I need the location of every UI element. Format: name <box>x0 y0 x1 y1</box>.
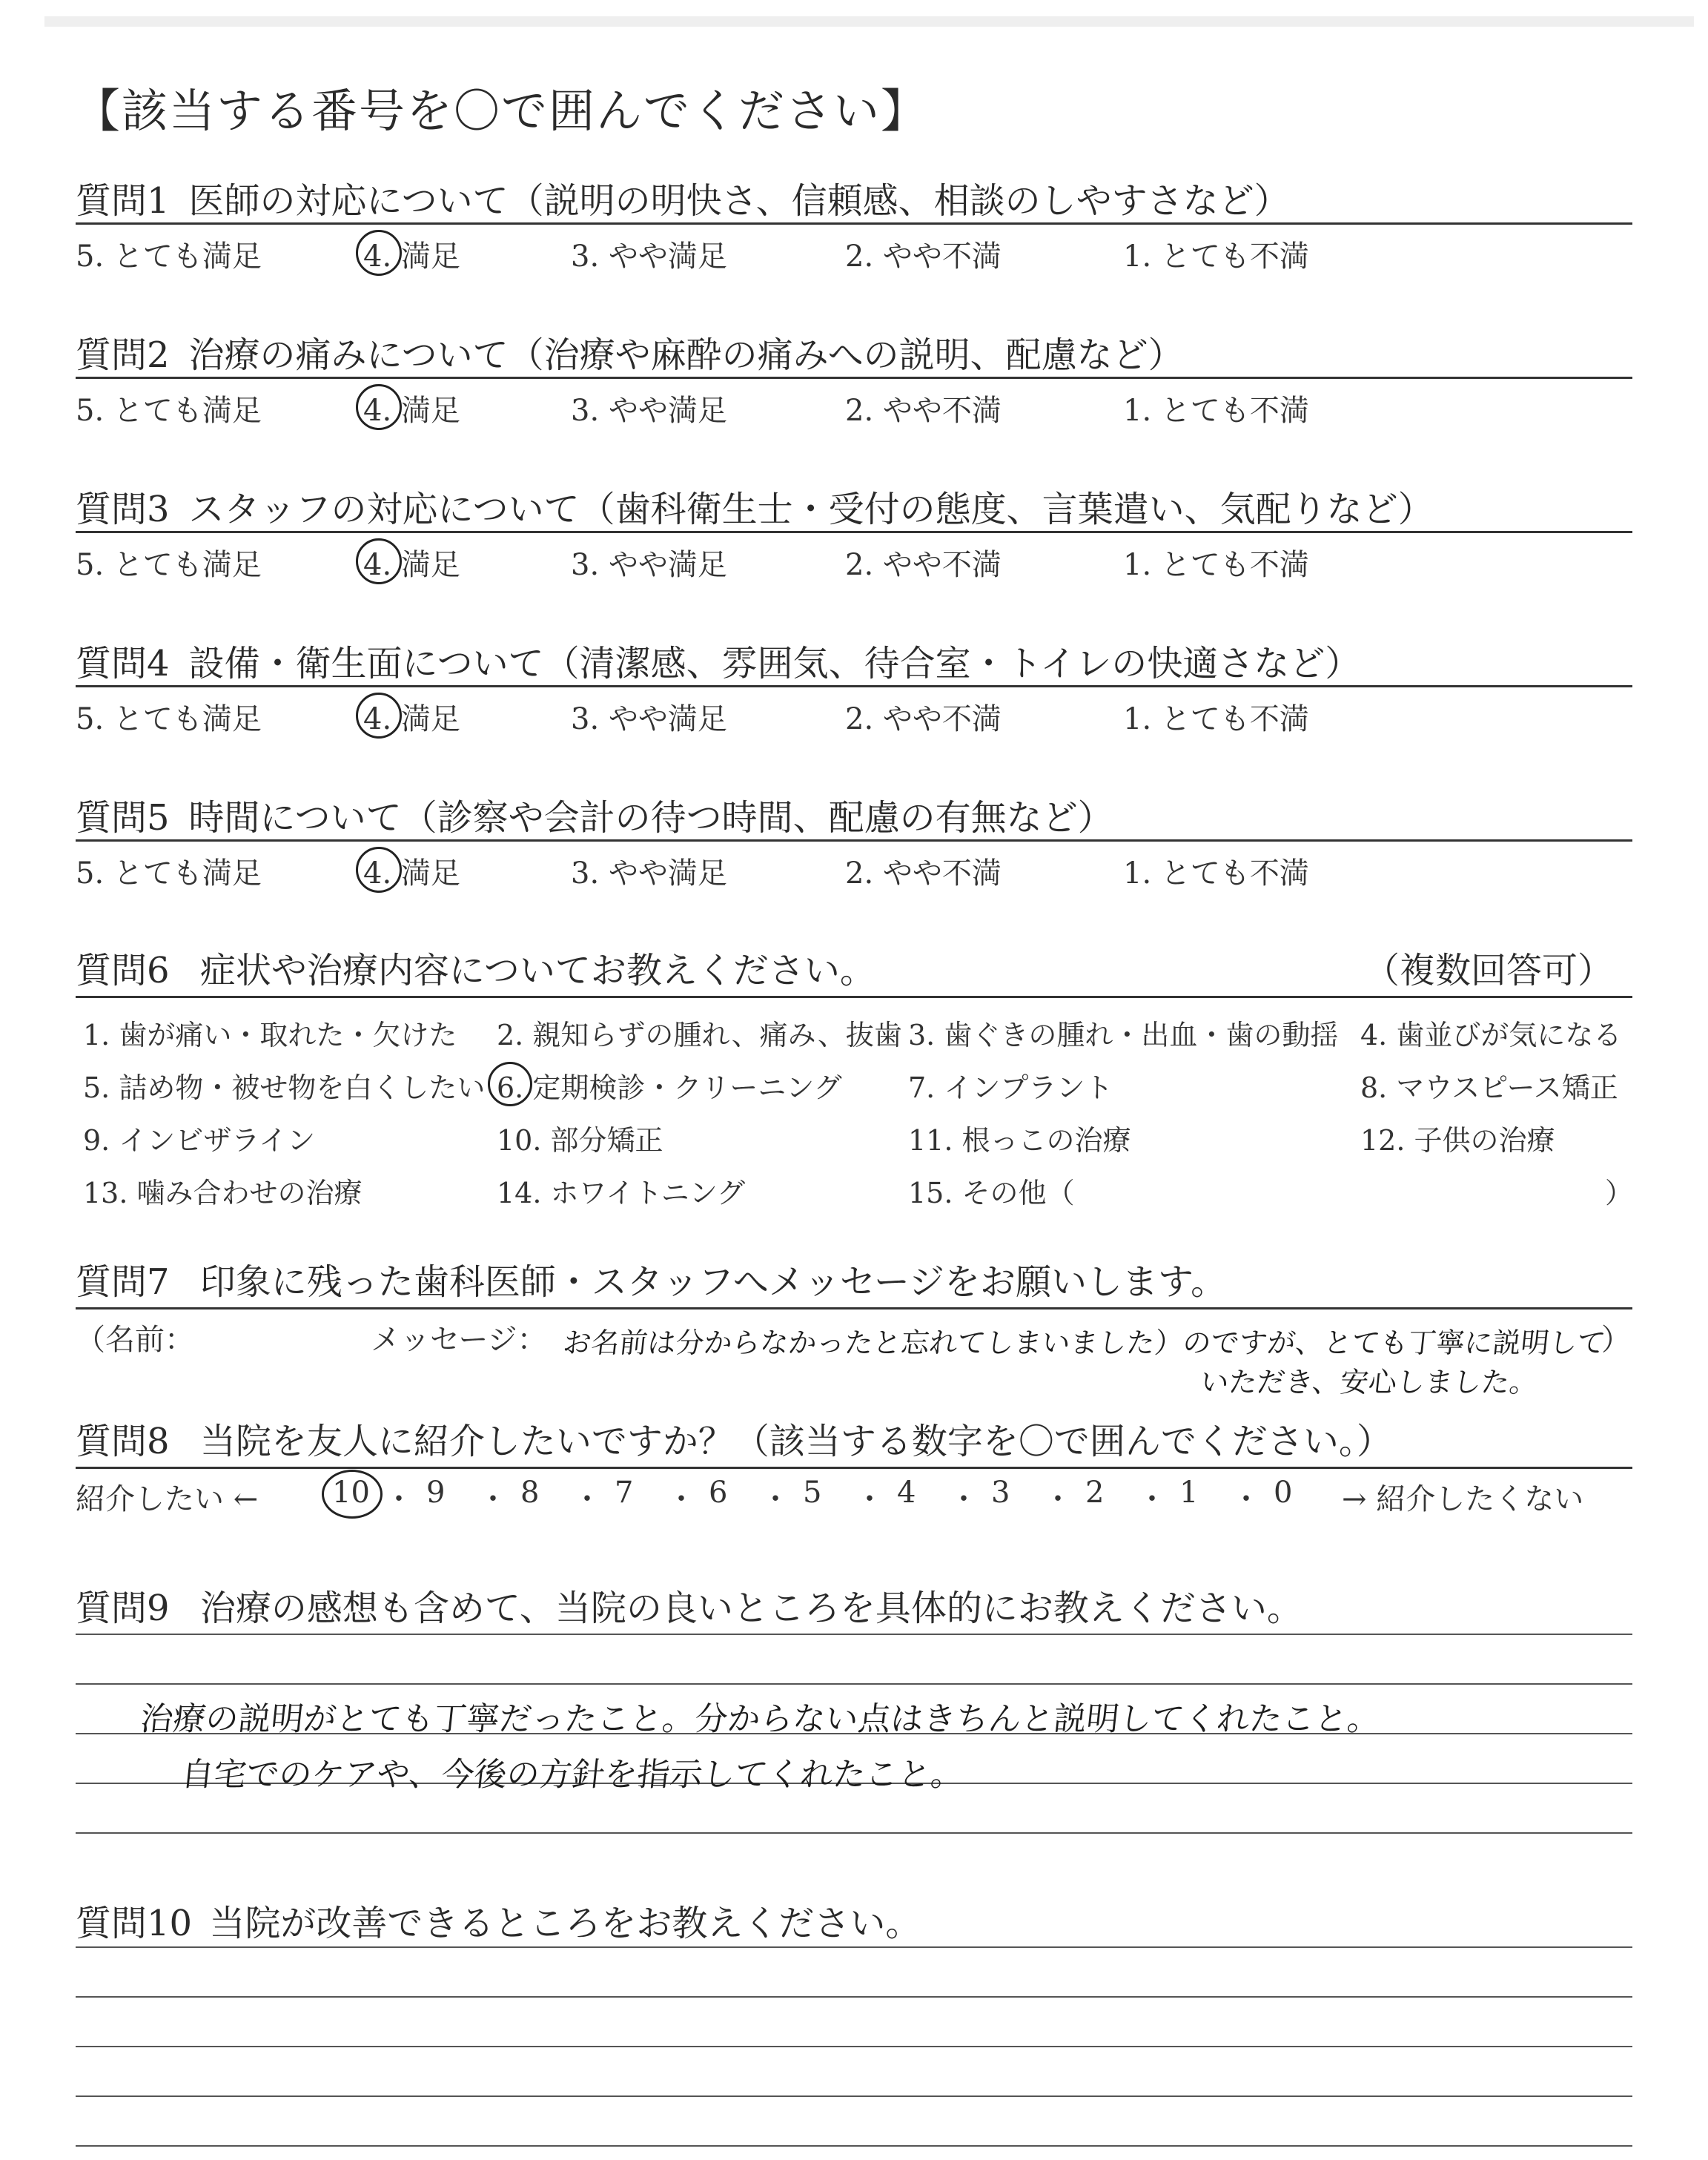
q4-option-1[interactable]: 1. とても不満 <box>1123 702 1309 736</box>
q1-label: 質問1 <box>76 180 170 222</box>
q2-selected-circle <box>356 384 402 430</box>
q9-line-5 <box>76 1832 1632 1834</box>
q10-line-3 <box>76 2046 1632 2047</box>
q8-scale-separator: ・ <box>1137 1482 1167 1516</box>
q2-text: 治療の痛みについて（治療や麻酔の痛みへの説明、配慮など） <box>188 334 1184 376</box>
q6-label: 質問6 <box>76 950 170 991</box>
q7-heading <box>76 1253 1226 1304</box>
q6-heading <box>76 942 875 993</box>
q8-scale-separator: ・ <box>761 1482 790 1516</box>
q5-heading <box>76 789 1113 840</box>
q7-close-paren: ） <box>1601 1323 1631 1357</box>
q7-label: 質問7 <box>76 1261 170 1303</box>
q8-scale-separator: ・ <box>384 1482 414 1516</box>
q8-scale-separator: ・ <box>949 1482 979 1516</box>
q1-option-2[interactable]: 2. やや不満 <box>845 240 1002 274</box>
q8-scale-10[interactable]: 10 <box>332 1476 370 1510</box>
q4-text: 設備・衛生面について（清潔感、雰囲気、待合室・トイレの快適さなど） <box>188 643 1361 684</box>
q5-option-4[interactable]: 4. 満足 <box>363 856 460 891</box>
q3-option-5[interactable]: 5. とても満足 <box>76 548 262 582</box>
q8-text: 当院を友人に紹介したいですか？（該当する数字を〇で囲んでください。） <box>199 1421 1392 1462</box>
q8-heading <box>76 1413 1392 1464</box>
q4-option-3[interactable]: 3. やや満足 <box>571 702 727 736</box>
q2-heading <box>76 326 1184 377</box>
q6-item-10[interactable]: 10. 部分矯正 <box>497 1124 663 1157</box>
q9-text: 治療の感想も含めて、当院の良いところを具体的にお教えください。 <box>199 1588 1302 1629</box>
q6-text: 症状や治療内容についてお教えください。 <box>199 950 875 991</box>
q4-label: 質問4 <box>76 643 170 684</box>
q2-option-2[interactable]: 2. やや不満 <box>845 394 1002 428</box>
q5-option-5[interactable]: 5. とても満足 <box>76 856 262 891</box>
q6-item-15[interactable]: 15. その他（ <box>908 1177 1075 1209</box>
q10-text: 当院が改善できるところをお教えください。 <box>209 1903 921 1944</box>
q1-rule <box>76 222 1632 225</box>
q6-item-3[interactable]: 3. 歯ぐきの腫れ・出血・歯の動揺 <box>908 1019 1339 1051</box>
q1-selected-circle <box>356 230 402 276</box>
q8-scale-9[interactable]: 9 <box>426 1476 446 1510</box>
q8-scale-separator: ・ <box>572 1482 602 1516</box>
q3-option-4[interactable]: 4. 満足 <box>363 548 460 582</box>
q8-scale-separator: ・ <box>1043 1482 1073 1516</box>
q10-line-5 <box>76 2145 1632 2147</box>
q8-scale-separator: ・ <box>666 1482 696 1516</box>
q8-scale-2[interactable]: 2 <box>1085 1476 1105 1510</box>
q9-heading <box>76 1579 1302 1631</box>
q6-selected-circle <box>488 1062 532 1106</box>
q3-label: 質問3 <box>76 489 170 530</box>
q4-rule <box>76 685 1632 687</box>
q3-rule <box>76 531 1632 533</box>
q6-rule <box>76 996 1632 998</box>
q3-option-1[interactable]: 1. とても不満 <box>1123 548 1309 582</box>
q5-rule <box>76 839 1632 842</box>
q6-item-7[interactable]: 7. インプラント <box>908 1071 1113 1104</box>
q8-label: 質問8 <box>76 1421 170 1462</box>
q8-scale-5[interactable]: 5 <box>803 1476 822 1510</box>
q8-scale-1[interactable]: 1 <box>1179 1476 1199 1510</box>
q4-heading <box>76 635 1360 686</box>
q7-rule <box>76 1307 1632 1309</box>
q8-scale-7[interactable]: 7 <box>615 1476 634 1510</box>
q8-scale-separator: ・ <box>478 1482 508 1516</box>
q7-handwritten-message-2: いただき、安心しました。 <box>1199 1366 1540 1398</box>
q4-selected-circle <box>356 693 402 739</box>
q10-line-1 <box>76 1946 1632 1948</box>
q1-option-4[interactable]: 4. 満足 <box>363 240 460 274</box>
q6-item-6[interactable]: 6. 定期検診・クリーニング <box>497 1071 842 1104</box>
q6-item-16[interactable]: ） <box>1605 1177 1634 1209</box>
q5-option-1[interactable]: 1. とても不満 <box>1123 856 1309 891</box>
q8-scale-8[interactable]: 8 <box>520 1476 540 1510</box>
q6-item-1[interactable]: 1. 歯が痛い・取れた・欠けた <box>83 1019 457 1051</box>
q9-handwritten-answer-2: 自宅でのケアや、今後の方針を指示してくれたこと。 <box>179 1756 966 1794</box>
q6-note: （複数回答可） <box>1364 950 1614 991</box>
q8-scale-3[interactable]: 3 <box>991 1476 1010 1510</box>
q8-scale-0[interactable]: 0 <box>1274 1476 1293 1510</box>
q2-option-3[interactable]: 3. やや満足 <box>571 394 727 428</box>
q5-label: 質問5 <box>76 797 170 839</box>
q6-item-14[interactable]: 14. ホワイトニング <box>497 1177 746 1209</box>
q8-scale-separator: ・ <box>855 1482 884 1516</box>
q3-text: スタッフの対応について（歯科衛生士・受付の態度、言葉遣い、気配りなど） <box>188 489 1434 530</box>
q7-name-label: （名前： <box>76 1323 194 1357</box>
q1-heading <box>76 172 1290 223</box>
q7-text: 印象に残った歯科医師・スタッフへメッセージをお願いします。 <box>199 1261 1227 1303</box>
q2-option-1[interactable]: 1. とても不満 <box>1123 394 1309 428</box>
q8-scale-6[interactable]: 6 <box>709 1476 728 1510</box>
q10-heading <box>76 1895 921 1946</box>
q2-label: 質問2 <box>76 334 170 376</box>
q3-heading <box>76 480 1434 532</box>
q7-message-label: メッセージ： <box>371 1323 547 1357</box>
page-title: 【該当する番号を〇で囲んでください】 <box>74 84 929 138</box>
q5-option-2[interactable]: 2. やや不満 <box>845 856 1002 891</box>
q1-option-1[interactable]: 1. とても不満 <box>1123 240 1309 274</box>
q5-selected-circle <box>356 847 402 893</box>
q6-item-11[interactable]: 11. 根っこの治療 <box>908 1124 1131 1157</box>
q6-item-9[interactable]: 9. インビザライン <box>83 1124 316 1157</box>
q3-option-3[interactable]: 3. やや満足 <box>571 548 727 582</box>
q2-option-5[interactable]: 5. とても満足 <box>76 394 262 428</box>
q3-selected-circle <box>356 538 402 584</box>
q4-option-4[interactable]: 4. 満足 <box>363 702 460 736</box>
q8-selected-circle <box>322 1470 383 1519</box>
scan-edge <box>44 16 1694 27</box>
q4-option-2[interactable]: 2. やや不満 <box>845 702 1002 736</box>
q9-label: 質問9 <box>76 1588 170 1629</box>
q9-line-1 <box>76 1634 1632 1635</box>
q8-left-label: 紹介したい ← <box>76 1482 259 1516</box>
q7-handwritten-message-1: お名前は分からなかったと忘れてしまいました）のですが、とても丁寧に説明して <box>561 1327 1607 1359</box>
q10-line-4 <box>76 2095 1632 2097</box>
q2-option-4[interactable]: 4. 満足 <box>363 394 460 428</box>
q5-text: 時間について（診察や会計の待つ時間、配慮の有無など） <box>188 797 1113 839</box>
q6-item-8[interactable]: 8. マウスピース矯正 <box>1360 1071 1618 1104</box>
q8-scale-separator: ・ <box>1231 1482 1261 1516</box>
q8-scale-4[interactable]: 4 <box>897 1476 916 1510</box>
q4-option-5[interactable]: 5. とても満足 <box>76 702 262 736</box>
q10-line-2 <box>76 1996 1632 1998</box>
q8-rule <box>76 1467 1632 1469</box>
q9-handwritten-answer-1: 治療の説明がとても丁寧だったこと。分からない点はきちんと説明してくれたこと。 <box>138 1700 1383 1738</box>
q9-line-2 <box>76 1683 1632 1685</box>
q5-option-3[interactable]: 3. やや満足 <box>571 856 727 891</box>
q6-item-13[interactable]: 13. 噛み合わせの治療 <box>83 1177 363 1209</box>
q2-rule <box>76 377 1632 379</box>
q6-item-4[interactable]: 4. 歯並びが気になる <box>1360 1019 1622 1051</box>
q10-label: 質問10 <box>76 1903 193 1944</box>
q1-option-5[interactable]: 5. とても満足 <box>76 240 262 274</box>
q3-option-2[interactable]: 2. やや不満 <box>845 548 1002 582</box>
q1-text: 医師の対応について（説明の明快さ、信頼感、相談のしやすさなど） <box>188 180 1290 222</box>
q1-option-3[interactable]: 3. やや満足 <box>571 240 727 274</box>
q6-item-12[interactable]: 12. 子供の治療 <box>1360 1124 1555 1157</box>
q8-right-label: → 紹介したくない <box>1342 1482 1584 1516</box>
q6-item-2[interactable]: 2. 親知らずの腫れ、痛み、抜歯 <box>497 1019 902 1051</box>
q6-item-5[interactable]: 5. 詰め物・被せ物を白くしたい <box>83 1071 486 1104</box>
